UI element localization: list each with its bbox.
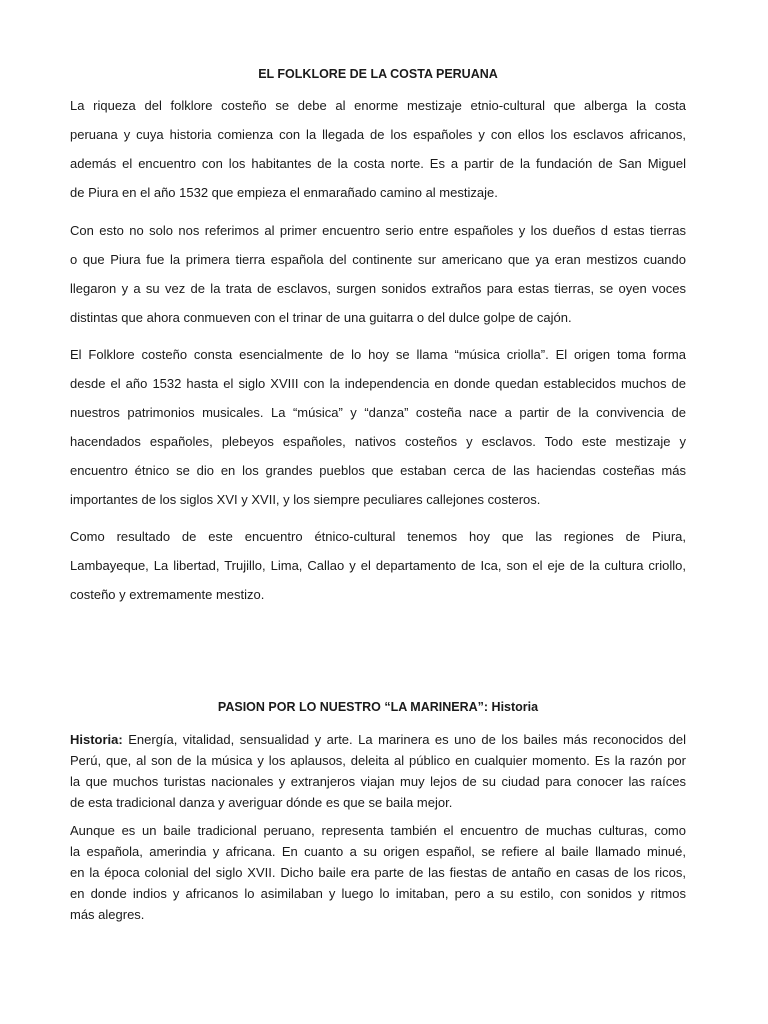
text-line: hacendados españoles, plebeyos españoles, nativos costeños y esclavos. Todo este mestizaje y (70, 434, 686, 449)
text-line: o que Piura fue la primera tierra española del continente sur americano que ya eran mestizos cuando (70, 252, 686, 267)
lead-label: Historia: (70, 732, 123, 747)
paragraph-1 (70, 98, 686, 214)
text-line: de esta tradicional danza y averiguar dónde es que se baila mejor. (70, 795, 453, 810)
text-line: Perú, que, al son de la música y los aplausos, deleita al público en cualquier momento. Es la razón por (70, 753, 686, 768)
text-line: la española, amerindia y africana. En cuanto a su origen español, se refiere al baile llamado minué, (70, 844, 686, 859)
text-line: en la época colonial del siglo XVII. Dicho baile era parte de las fiestas de antaño en casas de los ricos, (70, 865, 686, 880)
text-line: la que muchos turistas nacionales y extranjeros viajan muy lejos de su ciudad para conocer las raíces (70, 774, 686, 789)
text-line (70, 732, 686, 753)
text-line: además el encuentro con los habitantes de la costa norte. Es a partir de la fundación de San Miguel (70, 156, 686, 171)
text-span: Energía, vitalidad, sensualidad y arte. La marinera es uno de los bailes más reconocidos del (122, 732, 686, 747)
text-line: Con esto no solo nos referimos al primer encuentro serio entre españoles y los dueños d estas tierras (70, 223, 686, 238)
text-line: Lambayeque, La libertad, Trujillo, Lima, Callao y el departamento de Ica, son el eje de la cultura criollo, (70, 558, 686, 573)
text-line: más alegres. (70, 907, 145, 922)
paragraph-3 (70, 347, 686, 521)
text-line: peruana y cuya historia comienza con la llegada de los españoles y con ellos los esclavos africanos, (70, 127, 686, 142)
section-title-marinera: PASION POR LO NUESTRO “LA MARINERA”: Historia (217, 700, 539, 714)
text-line: en donde indios y africanos lo asimilaban y luego lo imitaban, pero a su estilo, con sonidos y ritmos (70, 886, 686, 901)
text-line: encuentro étnico se dio en los grandes pueblos que estaban cerca de las haciendas costeñas más (70, 463, 686, 478)
text-line: Aunque es un baile tradicional peruano, representa también el encuentro de muchas culturas, como (70, 823, 686, 838)
paragraph-4 (70, 529, 686, 616)
text-line: distintas que ahora conmueven con el trinar de una guitarra o del dulce golpe de cajón. (70, 310, 572, 325)
text-line: La riqueza del folklore costeño se debe al enorme mestizaje etnio-cultural que alberga la costa (70, 98, 686, 113)
section-title-folklore: EL FOLKLORE DE LA COSTA PERUANA (258, 67, 498, 81)
text-line: importantes de los siglos XVI y XVII, y los siempre peculiares callejones costeros. (70, 492, 541, 507)
paragraph-2 (70, 223, 686, 339)
text-line: desde el año 1532 hasta el siglo XVIII con la independencia en donde quedan establecidos muchos de (70, 376, 686, 391)
paragraph-6 (70, 823, 686, 928)
paragraph-5 (70, 732, 686, 816)
text-line: El Folklore costeño consta esencialmente de lo hoy se llama “música criolla”. El origen toma forma (70, 347, 686, 362)
text-line: nuestros patrimonios musicales. La “música” y “danza” costeña nace a partir de la convivencia de (70, 405, 686, 420)
text-line: de Piura en el año 1532 que empieza el enmarañado camino al mestizaje. (70, 185, 498, 200)
text-line: llegaron y a su vez de la trata de esclavos, surgen sonidos extraños para estas tierras, se oyen voces (70, 281, 686, 296)
text-line: costeño y extremamente mestizo. (70, 587, 265, 602)
text-line: Como resultado de este encuentro étnico-cultural tenemos hoy que las regiones de Piura, (70, 529, 686, 544)
